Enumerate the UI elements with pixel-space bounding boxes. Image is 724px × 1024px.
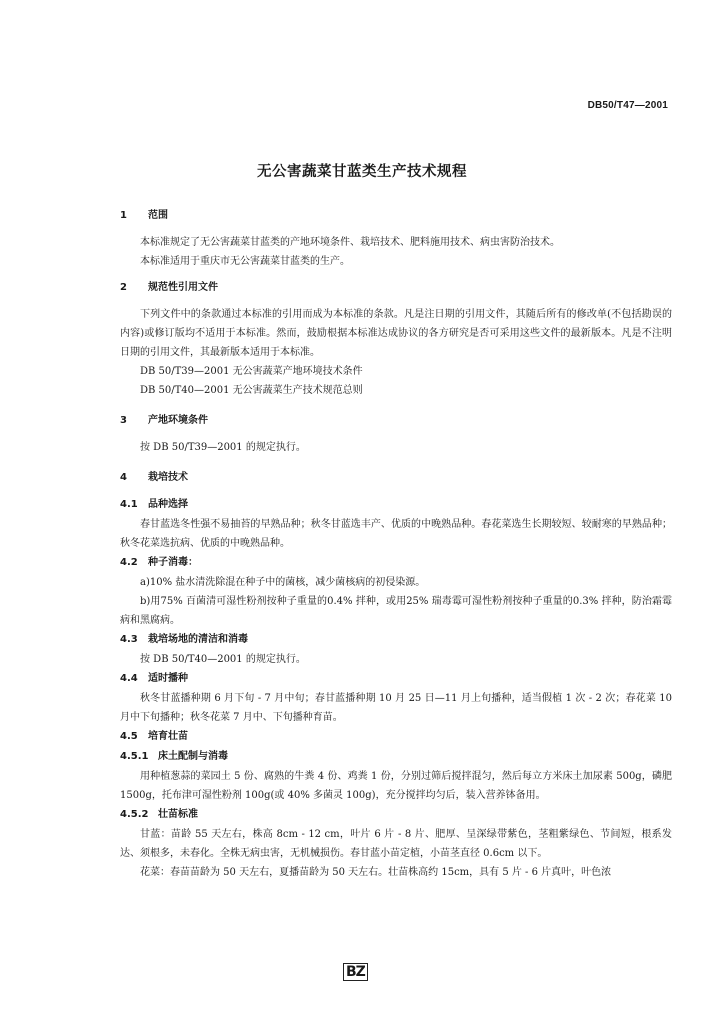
paragraph: 按 DB 50/T39—2001 的规定执行。 — [140, 442, 306, 453]
paragraph: 春甘蓝选冬性强不易抽苔的早熟品种；秋冬甘蓝选丰产、优质的中晚熟品种。春花菜选生长期较短、较耐寒的早熟品种；秋冬花菜选抗病、优质的中晚熟品种。 — [120, 519, 672, 549]
subsection-heading: 4.3 栽培场地的清洁和消毒 — [120, 634, 248, 645]
subsection-heading: 4.4 适时播种 — [120, 673, 188, 684]
paragraph: 秋冬甘蓝播种期 6 月下旬 - 7 月中旬；春甘蓝播种期 10 月 25 日—11 月上旬播种，适当假植 1 次 - 2 次；春花菜 10 月中下旬播种；秋冬花菜 7 月中、下旬播种育苗。 — [120, 693, 672, 723]
paragraph: 按 DB 50/T40—2001 的规定执行。 — [140, 654, 306, 665]
section-heading: 1 范围 — [120, 210, 168, 221]
subsection-heading: 4.5 培育壮苗 — [120, 731, 188, 742]
paragraph: 下列文件中的条款通过本标准的引用而成为本标准的条款。凡是注日期的引用文件，其随后所有的修改单(不包括勘误的内容)或修订版均不适用于本标准。然而，鼓励根据本标准达成协议的各方研究是否可采用这些文件的最新版本。凡是不注明日期的引用文件，其最新版本适用于本标准。 — [120, 309, 672, 358]
reference-item: DB 50/T40—2001 无公害蔬菜生产技术规范总则 — [140, 385, 363, 396]
document-body — [120, 205, 672, 882]
bz-mark: BZ — [343, 963, 368, 981]
subsection-heading: 4.1 品种选择 — [120, 499, 188, 510]
section-heading: 4 栽培技术 — [120, 472, 188, 483]
paragraph: 花菜：春苗苗龄为 50 天左右，夏播苗龄为 50 天左右。壮苗株高约 15cm，具有 5 片 - 6 片真叶，叶色浓 — [140, 867, 612, 878]
subsubsection-heading: 4.5.2 壮苗标准 — [120, 809, 198, 820]
subsection-heading: 4.2 种子消毒： — [120, 557, 198, 568]
list-item: b)用75% 百菌清可湿性粉剂按种子重量的0.4% 拌种，或用25% 瑞毒霉可湿性粉剂按种子重量的0.3% 拌种，防治霜霉病和黑腐病。 — [120, 596, 672, 626]
paragraph: 本标准规定了无公害蔬菜甘蓝类的产地环境条件、栽培技术、肥料施用技术、病虫害防治技术。 — [140, 237, 560, 248]
document-code: DB50/T47—2001 — [587, 100, 668, 111]
section-heading: 3 产地环境条件 — [120, 415, 208, 426]
list-item: a)10% 盐水清洗除混在种子中的菌核，减少菌核病的初侵染源。 — [140, 577, 426, 588]
paragraph: 甘蓝：苗龄 55 天左右，株高 8cm - 12 cm，叶片 6 片 - 8 片、肥厚、呈深绿带紫色，茎粗紫绿色、节间短，根系发达、须根多，未春化。全株无病虫害，无机械损伤。春甘蓝小苗定植，小苗茎直径 0.6cm 以下。 — [120, 829, 672, 859]
paragraph: 用种植葱蒜的菜园土 5 份、腐熟的牛粪 4 份、鸡粪 1 份，分别过筛后搅拌混匀，然后每立方米床土加尿素 500g，磷肥 1500g，托布津可湿性粉剂 100g(或 40% 多菌灵 100g)，充分搅拌均匀后，装入营养钵备用。 — [120, 771, 672, 801]
section-heading: 2 规范性引用文件 — [120, 282, 218, 293]
paragraph: 本标准适用于重庆市无公害蔬菜甘蓝类的生产。 — [140, 256, 350, 267]
subsubsection-heading: 4.5.1 床土配制与消毒 — [120, 751, 228, 762]
reference-item: DB 50/T39—2001 无公害蔬菜产地环境技术条件 — [140, 366, 363, 377]
document-title: 无公害蔬菜甘蓝类生产技术规程 — [257, 164, 467, 180]
